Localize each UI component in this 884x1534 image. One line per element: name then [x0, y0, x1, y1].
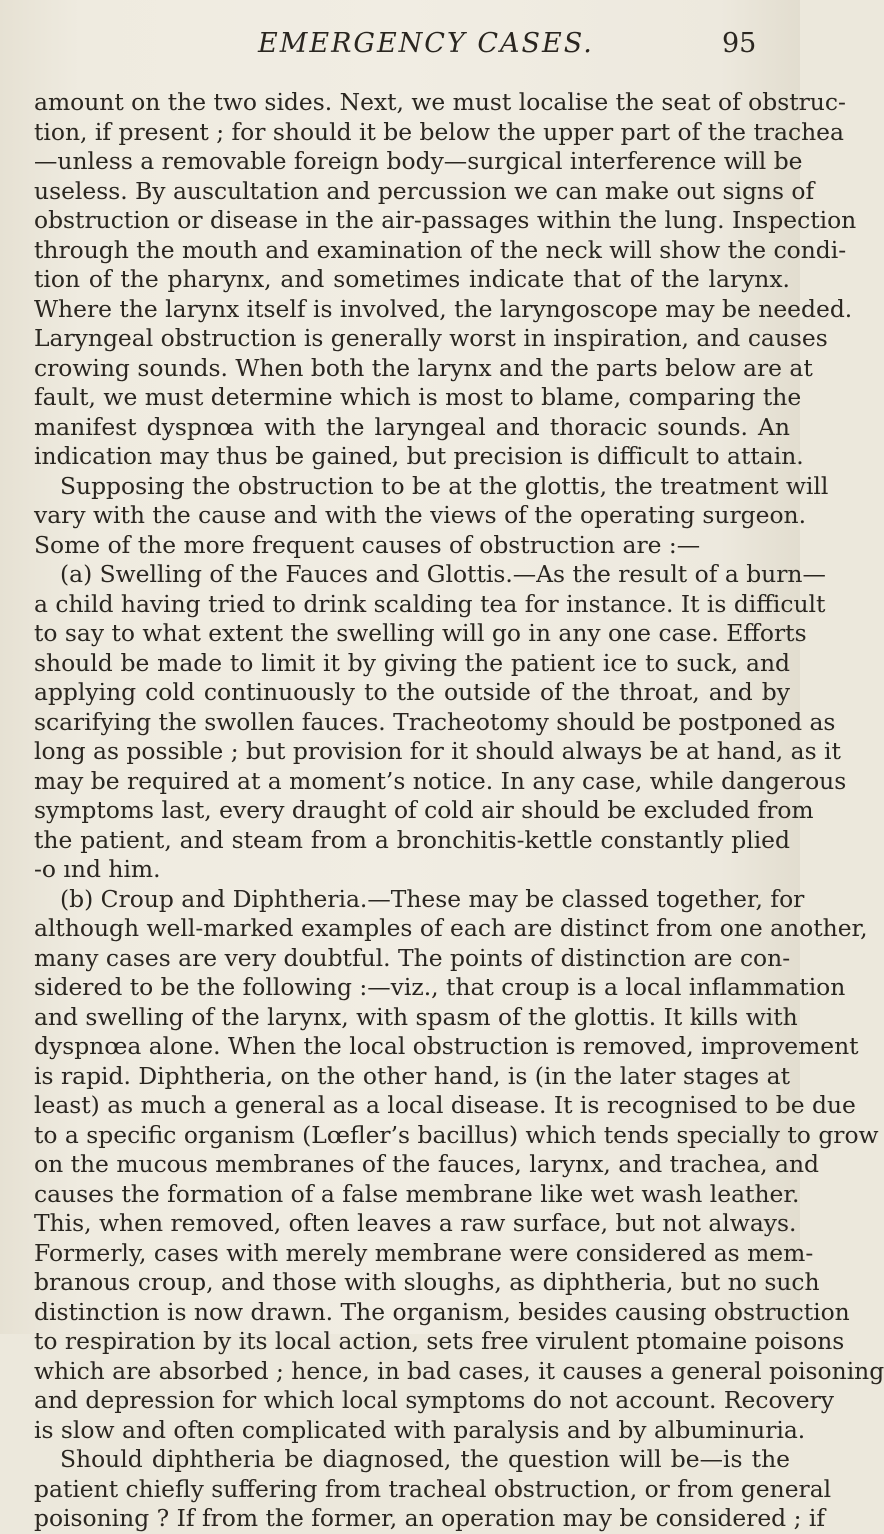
- text-line: poisoning ? If from the former, an operation may be considered ; if: [34, 1504, 826, 1532]
- text-line: least) as much a general as a local disease. It is recognised to be due: [34, 1091, 856, 1119]
- text-line: through the mouth and examination of the neck will show the condi-: [34, 235, 847, 264]
- text-line: Should diphtheria be diagnosed, the question will be—is the: [60, 1445, 790, 1473]
- text-line: dyspnœa alone. When the local obstruction is removed, improvement: [34, 1032, 859, 1060]
- text-line: useless. By auscultation and percussion we can make out signs of: [34, 176, 815, 205]
- text-line: indication may thus be gained, but precision is difficult to attain.: [34, 442, 804, 470]
- text-line: Laryngeal obstruction is generally worst in inspiration, and causes: [34, 324, 828, 352]
- text-line: Where the larynx itself is involved, the laryngoscope may be needed.: [34, 294, 853, 323]
- text-line: Formerly, cases with merely membrane were considered as mem-: [34, 1238, 814, 1267]
- page-number: 95: [722, 28, 757, 59]
- text-line: vary with the cause and with the views of the operating surgeon.: [34, 501, 807, 529]
- text-line: Some of the more frequent causes of obstruction are :—: [34, 530, 701, 559]
- text-line: on the mucous membranes of the fauces, larynx, and trachea, and: [34, 1150, 820, 1178]
- page-header: [0, 22, 800, 62]
- text-line: is rapid. Diphtheria, on the other hand, is (in the later stages at: [34, 1061, 790, 1090]
- text-line: patient chiefly suffering from tracheal obstruction, or from general: [34, 1474, 832, 1503]
- text-line: should be made to limit it by giving the patient ice to suck, and: [34, 648, 790, 677]
- text-line: distinction is now drawn. The organism, besides causing obstruction: [34, 1297, 850, 1326]
- text-line: a child having tried to drink scalding tea for instance. It is difficult: [34, 589, 826, 618]
- text-line: obstruction or disease in the air-passages within the lung. Inspection: [34, 206, 857, 234]
- text-line: manifest dyspnœa with the laryngeal and thoracic sounds. An: [34, 412, 790, 441]
- text-line: (a) Swelling of the Fauces and Glottis.—As the result of a burn—: [60, 560, 826, 588]
- text-line: crowing sounds. When both the larynx and the parts below are at: [34, 353, 813, 382]
- text-line: to respiration by its local action, sets free virulent ptomaine poisons: [34, 1327, 845, 1355]
- text-line: may be required at a moment’s notice. In any case, while dangerous: [34, 766, 847, 795]
- text-line: and depression for which local symptoms do not account. Recovery: [34, 1386, 835, 1414]
- text-line: Supposing the obstruction to be at the glottis, the treatment will: [60, 471, 829, 500]
- text-line: fault, we must determine which is most to blame, comparing the: [34, 383, 802, 411]
- text-line: to a specific organism (Lœfler’s bacillus) which tends specially to grow: [34, 1120, 879, 1149]
- text-line: applying cold continuously to the outside of the throat, and by: [34, 678, 790, 706]
- text-line: symptoms last, every draught of cold air should be excluded from: [34, 796, 814, 824]
- text-line: causes the formation of a false membrane like wet wash leather.: [34, 1179, 800, 1208]
- text-line: which are absorbed ; hence, in bad cases, it causes a general poisoning: [34, 1356, 884, 1385]
- text-line: This, when removed, often leaves a raw surface, but not always.: [34, 1209, 797, 1237]
- body-text: [34, 88, 884, 1534]
- text-line: to say to what extent the swelling will go in any one case. Efforts: [34, 619, 807, 647]
- running-title: EMERGENCY CASES.: [258, 28, 594, 59]
- text-line: is slow and often complicated with paralysis and by albuminuria.: [34, 1415, 806, 1444]
- text-line: scarifying the swollen fauces. Tracheotomy should be postponed as: [34, 707, 836, 736]
- text-line: amount on the two sides. Next, we must localise the seat of obstruc-: [34, 88, 846, 116]
- text-line: tion, if present ; for should it be below the upper part of the trachea: [34, 117, 844, 146]
- text-line: —unless a removable foreign body—surgical interference will be: [34, 147, 803, 175]
- text-line: -o ınd him.: [34, 855, 161, 883]
- text-line: sidered to be the following :—viz., that croup is a local inflammation: [34, 973, 846, 1001]
- text-line: and swelling of the larynx, with spasm of the glottis. It kills with: [34, 1002, 798, 1031]
- text-line: the patient, and steam from a bronchitis-kettle constantly plied: [34, 825, 790, 854]
- text-line: many cases are very doubtful. The points of distinction are con-: [34, 943, 791, 972]
- text-line: (b) Croup and Diphtheria.—These may be classed together, for: [60, 884, 805, 913]
- text-line: branous croup, and those with sloughs, as diphtheria, but no such: [34, 1268, 820, 1296]
- text-line: tion of the pharynx, and sometimes indicate that of the larynx.: [34, 265, 790, 293]
- text-line: although well-marked examples of each are distinct from one another,: [34, 914, 868, 942]
- text-line: long as possible ; but provision for it should always be at hand, as it: [34, 737, 841, 765]
